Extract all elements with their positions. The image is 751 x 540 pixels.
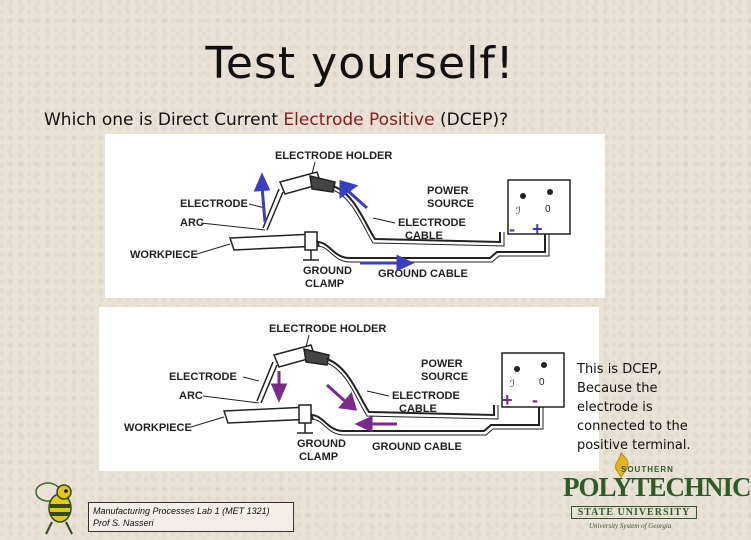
label-source: SOURCE <box>427 198 475 210</box>
label-workpiece: WORKPIECE <box>130 249 198 261</box>
logo-top-text: SOUTHERN <box>621 465 674 474</box>
current-arrowhead-ground <box>358 418 371 430</box>
label-electrode-holder: ELECTRODE HOLDER <box>269 323 387 335</box>
svg-text:ℐ: ℐ <box>516 206 521 217</box>
yellow-jacket-mascot-icon <box>30 478 82 538</box>
label-ground-cable: GROUND CABLE <box>378 268 468 280</box>
current-arrowhead-electrode <box>273 385 285 399</box>
logo-main-text: POLYTECHNIC <box>563 472 751 502</box>
label-arc: ARC <box>180 217 204 229</box>
current-arrow-cable <box>327 385 347 403</box>
label-power: POWER <box>421 358 463 370</box>
answer-line-5: positive terminal. <box>577 438 691 453</box>
label-electrode: ELECTRODE <box>169 371 237 383</box>
svg-text:ℐ: ℐ <box>510 379 515 390</box>
question-highlight: Electrode Positive <box>283 110 435 130</box>
label-ground-cable: GROUND CABLE <box>372 441 462 453</box>
label-electrode-cable-2: CABLE <box>405 230 443 242</box>
label-ground-clamp-1: GROUND <box>297 438 346 450</box>
label-electrode-cable-1: ELECTRODE <box>398 217 466 229</box>
label-electrode-cable-1: ELECTRODE <box>392 390 460 402</box>
label-electrode-cable-2: CABLE <box>399 403 437 415</box>
label-workpiece: WORKPIECE <box>124 422 192 434</box>
label-electrode: ELECTRODE <box>180 198 248 210</box>
answer-line-1: This is DCEP, <box>577 362 662 377</box>
answer-line-2: Because the <box>577 381 658 396</box>
diagram-bottom <box>99 307 599 471</box>
terminal-positive: + <box>532 219 543 239</box>
svg-text:0: 0 <box>539 377 545 388</box>
label-ground-clamp-2: CLAMP <box>305 278 345 290</box>
footer-course: Manufacturing Processes Lab 1 (MET 1321) <box>93 506 270 516</box>
terminal-negative: - <box>532 390 538 410</box>
question-text <box>44 110 508 130</box>
label-electrode-holder: ELECTRODE HOLDER <box>275 150 393 162</box>
answer-note <box>577 360 717 455</box>
university-logo <box>563 458 751 534</box>
current-arrowhead-cable <box>341 395 355 409</box>
terminal-negative: - <box>509 219 515 239</box>
slide-title: Test yourself! <box>205 38 515 89</box>
diagram-top <box>105 134 605 298</box>
current-arrow-electrode <box>262 186 265 222</box>
answer-line-3: electrode is <box>577 400 653 415</box>
svg-text:0: 0 <box>545 204 551 215</box>
current-arrowhead-electrode <box>256 176 268 190</box>
label-ground-clamp-1: GROUND <box>303 265 352 277</box>
terminal-positive: + <box>502 390 513 410</box>
label-source: SOURCE <box>421 371 469 383</box>
label-power: POWER <box>427 185 469 197</box>
question-prefix: Which one is Direct Current <box>44 110 284 130</box>
logo-sub-text: STATE UNIVERSITY <box>571 506 697 519</box>
logo-foot-text: University System of Georgia <box>589 522 672 530</box>
answer-line-4: connected to the <box>577 419 688 434</box>
course-footer <box>88 502 294 532</box>
label-ground-clamp-2: CLAMP <box>299 451 339 463</box>
footer-instructor: Prof S. Nasseri <box>93 518 154 528</box>
label-arc: ARC <box>179 390 203 402</box>
question-suffix: (DCEP)? <box>434 110 509 130</box>
